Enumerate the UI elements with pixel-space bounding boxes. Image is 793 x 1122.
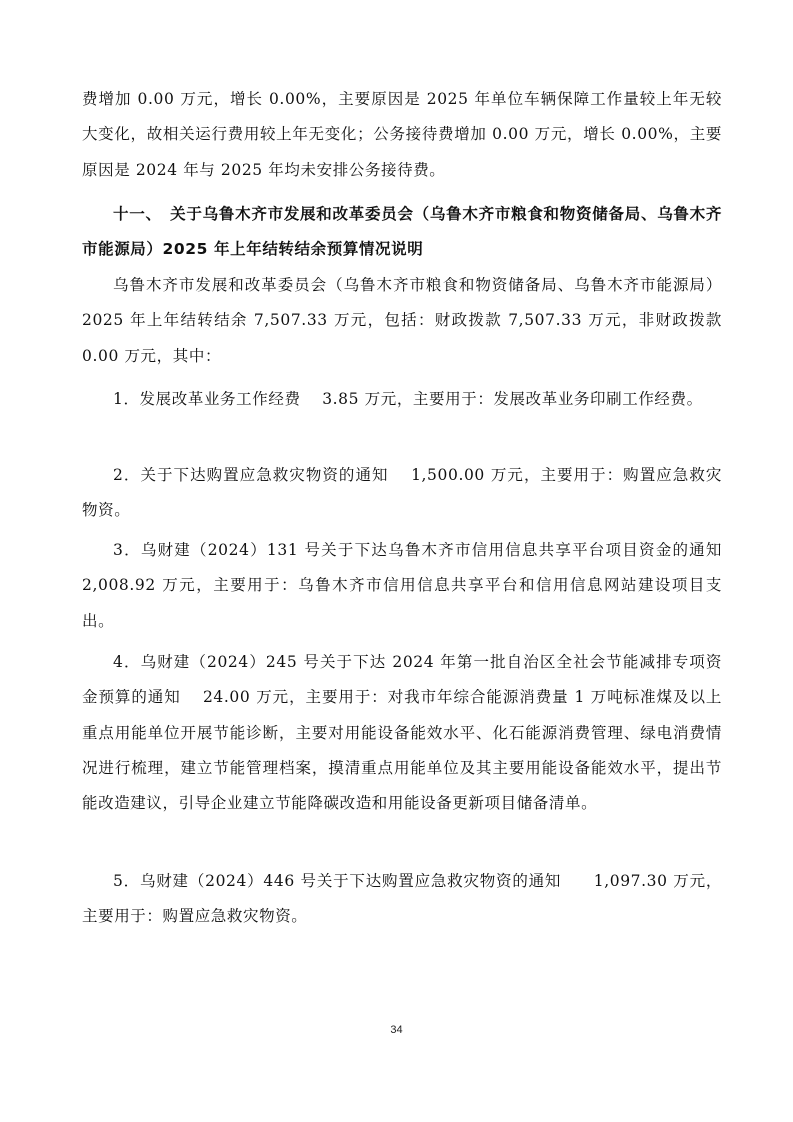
- list-item-3: 3．乌财建（2024）131 号关于下达乌鲁木齐市信用信息共享平台项目资金的通知 2,008.92 万元，主要用于：乌鲁木齐市信用信息共享平台和信用信息网站建设项目支出。: [82, 541, 739, 630]
- intro-paragraph: 乌鲁木齐市发展和改革委员会（乌鲁木齐市粮食和物资储备局、乌鲁木齐市能源局）2025 年上年结转结余 7,507.33 万元，包括：财政拨款 7,507.33 万元，非财政拨款 0.00 万元，其中：: [82, 276, 722, 365]
- list-item-5: 5．乌财建（2024）446 号关于下达购置应急救灾物资的通知 1,097.30 万元，主要用于：购置应急救灾物资。: [82, 872, 722, 926]
- list-item-1: 1．发展改革业务工作经费 3.85 万元，主要用于：发展改革业务印刷工作经费。: [113, 390, 703, 408]
- list-item-2: 2．关于下达购置应急救灾物资的通知 1,500.00 万元，主要用于：购置应急救灾物资。: [82, 466, 722, 520]
- list-item-4: 4．乌财建（2024）245 号关于下达 2024 年第一批自治区全社会节能减排专项资金预算的通知 24.00 万元，主要用于：对我市年综合能源消费量 1 万吨标准煤及以上重点用能单位开展节能诊断，主要对用能设备能效水平、化石能源消费管理、绿电消费情况进行梳理，建立节能管理档案，摸清重点用能单位及其主要用能设备能效水平，提出节能改造建议，引导企业建立节能降碳改造和用能设备更新项目储备清单。: [82, 653, 722, 813]
- section-heading: 十一、 关于乌鲁木齐市发展和改革委员会（乌鲁木齐市粮食和物资储备局、乌鲁木齐市能源局）2025 年上年结转结余预算情况说明: [82, 205, 722, 259]
- page-number: 34: [390, 1024, 403, 1036]
- continuation-paragraph: 费增加 0.00 万元，增长 0.00%，主要原因是 2025 年单位车辆保障工作量较上年无较大变化，故相关运行费用较上年无变化；公务接待费增加 0.00 万元，增长 0.00%，主要原因是 2024 年与 2025 年均未安排公务接待费。: [82, 90, 722, 179]
